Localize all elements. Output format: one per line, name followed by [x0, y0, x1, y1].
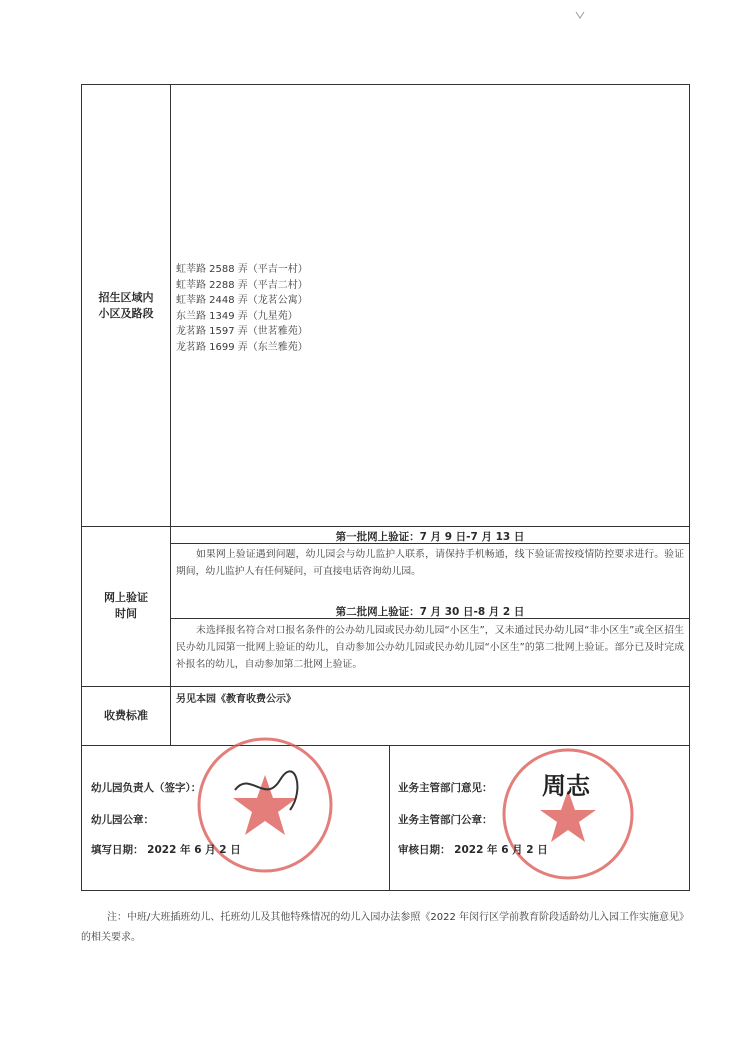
- verify-label-line1: 网上验证: [104, 591, 148, 604]
- fee-value: 另见本园《教育收费公示》: [176, 694, 296, 705]
- batch2-text: 未选择报名符合对口报名条件的公办幼儿园或民办幼儿园“小区生”，又未通过民办幼儿园“非小区生”或全区招生民办幼儿园第一批网上验证的幼儿，自动参加公办幼儿园或民办幼儿园“小区生”的第二批网上验证。部分已及时完成补报名的幼儿，自动参加第二批网上验证。: [176, 625, 684, 670]
- kindergarten-seal-label: 幼儿园公章：: [91, 814, 154, 826]
- footnote: 注：中班/大班插班幼儿、托班幼儿及其他特殊情况的幼儿入园办法参照《2022 年闵行区学前教育阶段适龄幼儿入园工作实施意见》的相关要求。: [81, 912, 689, 943]
- batch1-title: 第一批网上验证：7 月 9 日-7 月 13 日: [335, 531, 525, 543]
- street-item: 虹莘路 2288 弄（平吉二村）: [176, 279, 308, 291]
- table-column-divider: [170, 84, 171, 746]
- street-item: 东兰路 1349 弄（九星苑）: [176, 310, 298, 322]
- street-item: 虹莘路 2448 弄（龙茗公寓）: [176, 295, 308, 306]
- fill-date: 填写日期： 2022 年 6 月 2 日: [91, 844, 241, 856]
- row-divider-2: [81, 686, 690, 687]
- principal-signature-label: 幼儿园负责人（签字）：: [91, 782, 202, 794]
- row-divider-1: [81, 526, 690, 527]
- department-opinion-label: 业务主管部门意见：: [398, 782, 493, 794]
- education-bureau-seal-stamp: [478, 742, 648, 882]
- street-item: 虹莘路 2588 弄（平吉一村）: [176, 264, 308, 275]
- area-label-line2: 小区及路段: [98, 307, 154, 320]
- street-list: [176, 262, 308, 355]
- kindergarten-seal-stamp: [190, 730, 340, 880]
- area-label-line1: 招生区域内: [98, 291, 154, 304]
- batch1-text: 如果网上验证遇到问题，幼儿园会与幼儿监护人联系，请保持手机畅通，线下验证需按疫情防控要求进行。验证期间，幼儿监护人有任何疑问，可直接电话咨询幼儿园。: [176, 549, 684, 577]
- batch2-title: 第二批网上验证：7 月 30 日-8 月 2 日: [335, 606, 525, 618]
- verify-label-line2: 时间: [115, 607, 137, 620]
- verify-label: [85, 590, 167, 622]
- area-label: [85, 290, 167, 322]
- street-item: 龙茗路 1699 弄（东兰雅苑）: [176, 341, 308, 353]
- corner-mark: [575, 4, 585, 12]
- street-item: 龙茗路 1597 弄（世茗雅苑）: [176, 326, 308, 337]
- fee-label: 收费标准: [104, 709, 148, 722]
- handwritten-initials: 周志: [542, 772, 590, 800]
- review-date: 审核日期： 2022 年 6 月 2 日: [398, 844, 548, 856]
- department-seal-label: 业务主管部门公章：: [398, 814, 493, 826]
- signature-column-divider: [389, 745, 390, 891]
